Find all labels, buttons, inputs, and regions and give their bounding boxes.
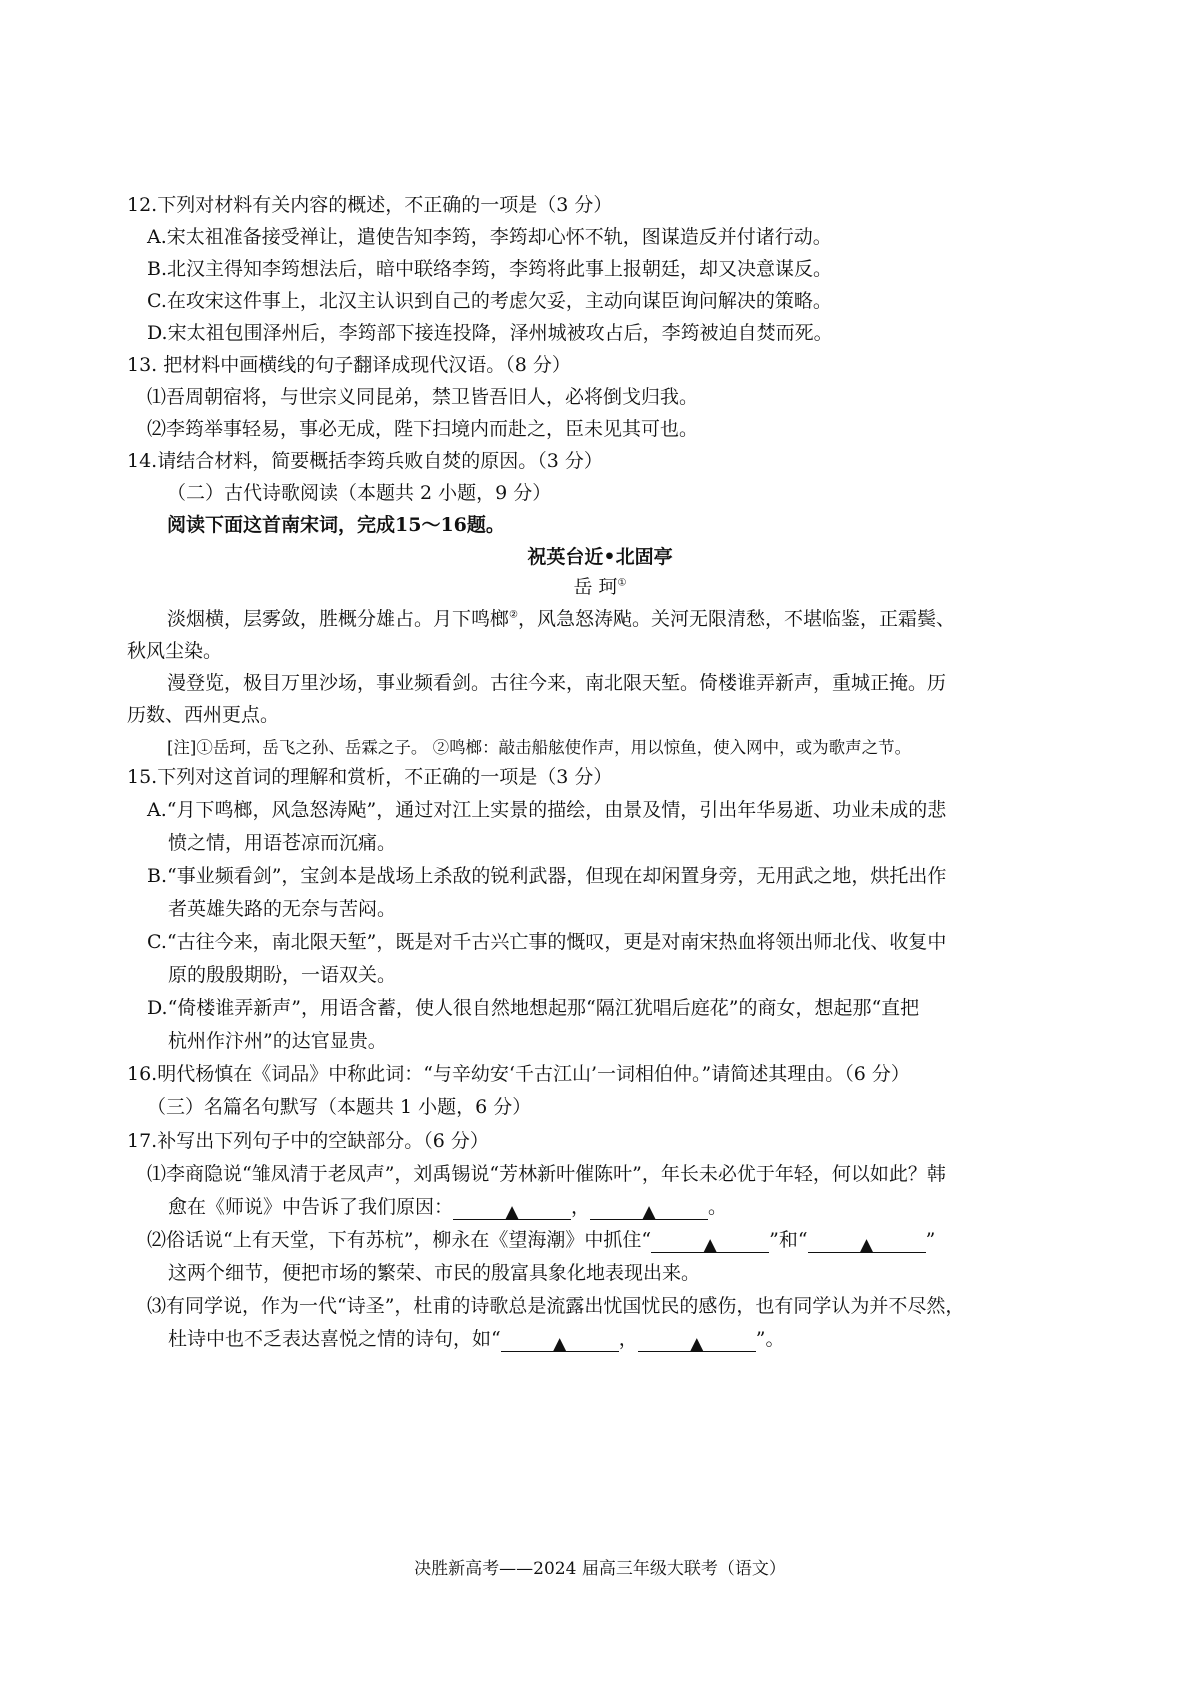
- q15-stem: 15.下列对这首词的理解和赏析，不正确的一项是（3 分）: [127, 766, 613, 788]
- q17-item2-line2: 这两个细节，便把市场的繁荣、市民的殷富具象化地表现出来。: [168, 1262, 701, 1284]
- q15-option-b-line2: 者英雄失路的无奈与苦闷。: [168, 898, 397, 920]
- q15-option-d-line1: D.“倚楼谁弄新声”，用语含蓄，使人很自然地想起那“隔江犹唱后庭花”的商女，想起那“直把: [147, 997, 920, 1019]
- q13-item-1: ⑴吾周朝宿将，与世宗义同昆弟，禁卫皆吾旧人，必将倒戈归我。: [147, 386, 699, 408]
- answer-blank-2[interactable]: [590, 1199, 708, 1220]
- q15-option-c-line1: C.“古往今来，南北限天堑”，既是对千古兴亡事的慨叹，更是对南宋热血将领出师北伐、收复中: [147, 931, 947, 953]
- q12-stem: 12.下列对材料有关内容的概述，不正确的一项是（3 分）: [127, 194, 613, 216]
- q17-item1-line1: ⑴李商隐说“雏凤清于老凤声”，刘禹锡说“芳林新叶催陈叶”，年长未必优于年轻，何以如此？韩: [147, 1163, 946, 1185]
- q15-option-a-line2: 愤之情，用语苍凉而沉痛。: [168, 832, 397, 854]
- triangle-icon: ▲: [505, 1202, 519, 1222]
- q17-item1-sep: ，: [571, 1196, 591, 1218]
- triangle-icon: ▲: [642, 1202, 656, 1222]
- triangle-icon: ▲: [553, 1334, 567, 1354]
- section2-instruction: 阅读下面这首南宋词，完成15～16题。: [167, 514, 505, 536]
- q15-option-b-line1: B.“事业频看剑”，宝剑本是战场上杀敌的锐利武器，但现在却闲置身旁，无用武之地，烘托出作: [147, 865, 947, 887]
- q17-item3-prefix: 杜诗中也不乏表达喜悦之情的诗句，如“: [168, 1328, 501, 1350]
- q17-item1-line2: [168, 1195, 727, 1220]
- q15-option-c-line2: 原的殷殷期盼，一语双关。: [168, 964, 397, 986]
- q17-item1-end: 。: [708, 1196, 728, 1218]
- stanza1-note-mark: ②: [509, 609, 518, 621]
- section2-heading: （二）古代诗歌阅读（本题共 2 小题，9 分）: [167, 482, 552, 504]
- q14-stem: 14.请结合材料，简要概括李筠兵败自焚的原因。（3 分）: [127, 450, 603, 472]
- q16-stem: 16.明代杨慎在《词品》中称此词：“与辛幼安‘千古江山’一词相伯仲。”请简述其理由。（6 分）: [127, 1063, 910, 1085]
- poem-stanza2-line1: 漫登览，极目万里沙场，事业频看剑。古往今来，南北限天堑。倚楼谁弄新声，重城正掩。历: [167, 672, 947, 694]
- q17-item3-sep: ，: [618, 1328, 638, 1350]
- q12-option-c: C.在攻宋这件事上，北汉主认识到自己的考虑欠妥，主动向谋臣询问解决的策略。: [147, 290, 832, 312]
- poem-title: 祝英台近•北固亭: [527, 546, 673, 568]
- page-footer: 决胜新高考——2024 届高三年级大联考（语文）: [414, 1559, 786, 1579]
- q17-item3-line2: [168, 1327, 784, 1352]
- q12-option-d: D.宋太祖包围泽州后，李筠部下接连投降，泽州城被攻占后，李筠被迫自焚而死。: [147, 322, 833, 344]
- q17-stem: 17.补写出下列句子中的空缺部分。（6 分）: [127, 1130, 489, 1152]
- poem-notes: [注]①岳珂，岳飞之孙、岳霖之子。 ②鸣榔：敲击船舷使作声，用以惊鱼，使入网中，或为歌声之节。: [167, 738, 912, 757]
- triangle-icon: ▲: [860, 1235, 874, 1255]
- answer-blank-5[interactable]: [501, 1331, 619, 1352]
- q17-item1-prefix: 愈在《师说》中告诉了我们原因：: [168, 1196, 454, 1218]
- q17-item3-line1: ⑶有同学说，作为一代“诗圣”，杜甫的诗歌总是流露出忧国忧民的感伤，也有同学认为并不尽然，: [147, 1295, 965, 1317]
- poem-author: [0, 575, 1200, 599]
- q13-stem: 13. 把材料中画横线的句子翻译成现代汉语。（8 分）: [127, 354, 571, 376]
- q17-item2-end: ”: [925, 1229, 936, 1251]
- poem-stanza1-line1-b: ，风急怒涛飐。关河无限清愁，不堪临鉴，正霜鬓、: [517, 608, 955, 630]
- poem-author-name: 岳 珂: [573, 576, 618, 598]
- poem-stanza2-line2: 历数、西州更点。: [127, 704, 280, 726]
- answer-blank-6[interactable]: [638, 1331, 756, 1352]
- answer-blank-4[interactable]: [808, 1232, 926, 1253]
- answer-blank-3[interactable]: [651, 1232, 769, 1253]
- author-note-mark: ①: [617, 577, 627, 589]
- q15-option-d-line2: 杭州作汴州”的达官显贵。: [168, 1030, 387, 1052]
- section3-heading: （三）名篇名句默写（本题共 1 小题，6 分）: [147, 1096, 532, 1118]
- poem-stanza1-line2: 秋风尘染。: [127, 640, 223, 662]
- q13-item-2: ⑵李筠举事轻易，事必无成，陛下扫境内而赴之，臣未见其可也。: [147, 418, 699, 440]
- q12-option-b: B.北汉主得知李筠想法后，暗中联络李筠，李筠将此事上报朝廷，却又决意谋反。: [147, 258, 833, 280]
- q15-option-a-line1: A.“月下鸣榔，风急怒涛飐”，通过对江上实景的描绘，由景及情，引出年华易逝、功业未成的悲: [147, 799, 947, 821]
- q17-item3-end: ”。: [755, 1328, 785, 1350]
- poem-stanza1-line1-a: 淡烟横，层雾敛，胜概分雄占。月下鸣榔: [167, 608, 510, 630]
- triangle-icon: ▲: [690, 1334, 704, 1354]
- q17-item2-line1: [147, 1228, 935, 1253]
- q12-option-a: A.宋太祖准备接受禅让，遣使告知李筠，李筠却心怀不轨，图谋造反并付诸行动。: [147, 226, 832, 248]
- q17-item2-mid: ”和“: [769, 1229, 808, 1251]
- answer-blank-1[interactable]: [453, 1199, 571, 1220]
- triangle-icon: ▲: [703, 1235, 717, 1255]
- q17-item2-prefix: ⑵俗话说“上有天堂，下有苏杭”，柳永在《望海潮》中抓住“: [147, 1229, 652, 1251]
- poem-stanza1-line1: [167, 607, 955, 631]
